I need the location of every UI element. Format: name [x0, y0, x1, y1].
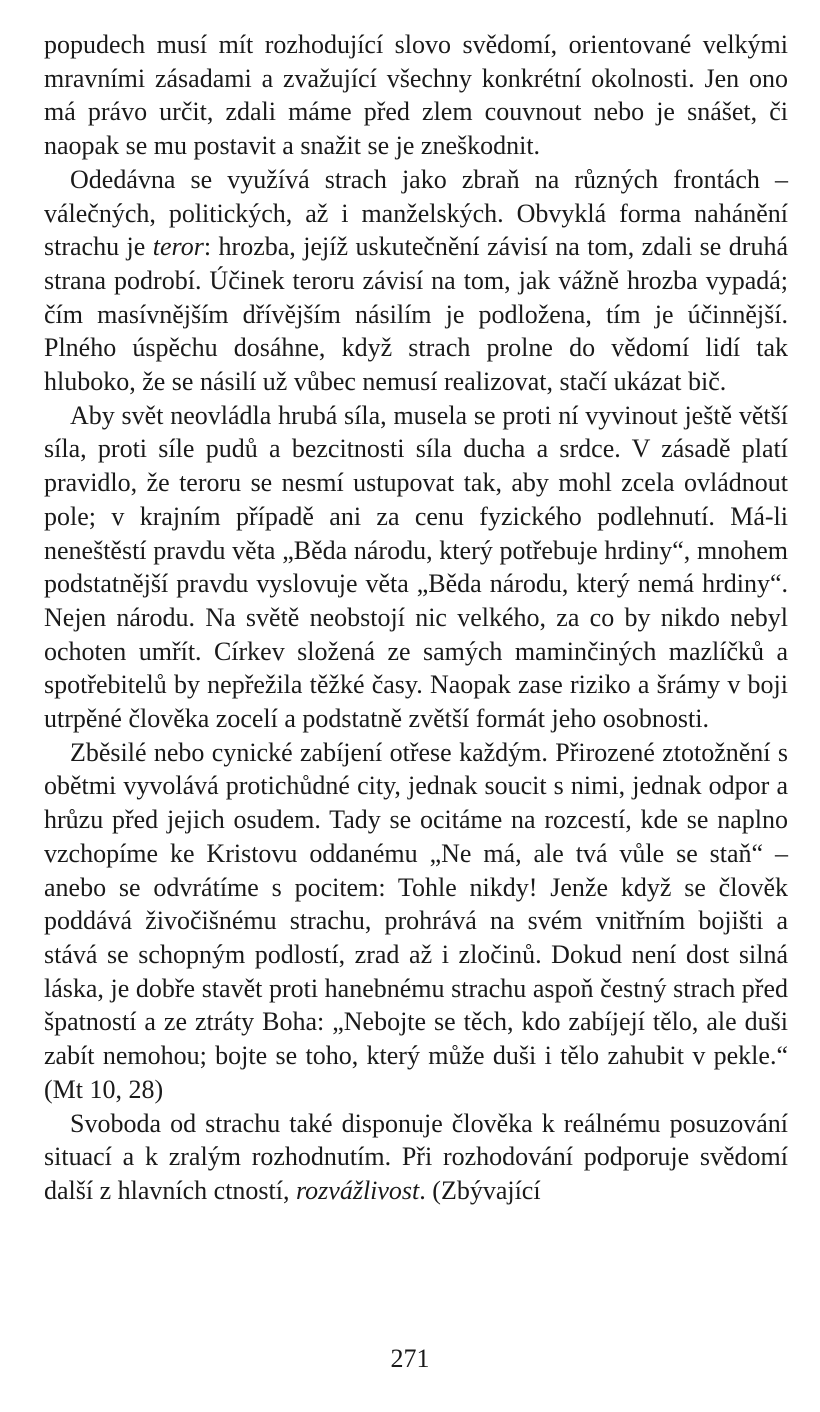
paragraph-segment: : hrozba, jejíž uskutečnění závisí na tom, zdali se druhá strana podrobí. Účinek teroru závisí na tom, jak vážně hrozba vypadá; čím masívnějším dřívějším násilím je podložena, tím je účinnější. Plného úspěchu dosáhne, když strach prolne do vědomí lidí tak hluboko, že se násilí už vůbec nemusí realizovat, stačí ukázat bič.: [44, 232, 789, 397]
body-text: [44, 28, 788, 1208]
italic-term: teror: [152, 232, 204, 262]
paragraph-segment: popudech musí mít rozhodující slovo svědomí, orientované velkými mravními zásadami a zvažující všechny konkrétní okolnosti. Jen ono má právo určit, zdali máme před zlem couvnout nebo je snášet, či naopak se mu postavit a snažit se je zneškodnit.: [44, 30, 788, 161]
paragraph-segment: Odedávna se využívá strach jako zbraň na různých frontách – válečných, politických, až i manželských. Obvyklá forma nahánění strachu je: [44, 164, 788, 262]
page-number: 271: [390, 1344, 430, 1373]
paragraph-2: [44, 163, 788, 399]
italic-term: rozvážlivost: [296, 1175, 420, 1205]
paragraph-3: [44, 399, 788, 736]
paragraph-1: [44, 28, 788, 163]
paragraph-segment: Aby svět neovládla hrubá síla, musela se proti ní vyvinout ještě větší síla, proti síle pudů a bezcitnosti síla ducha a srdce. V zásadě platí pravidlo, že teroru se nesmí ustupovat tak, aby mohl zcela ovládnout pole; v krajním případě ani za cenu fyzického podlehnutí. Má-li neneštěstí pravdu věta „Běda národu, který potřebuje hrdiny“, mnohem podstatnější pravdu vyslovuje věta „Běda národu, který nemá hrdiny“. Nejen národu. Na světě neobstojí nic velkého, za co by nikdo nebyl ochoten umřít. Církev složená ze samých maminčiných mazlíčků a spotřebitelů by nepřežila těžké časy. Naopak zase riziko a šrámy v boji utrpěné člověka zocelí a podstatně zvětší formát jeho osobnosti.: [44, 400, 788, 734]
paragraph-4: [44, 736, 788, 1107]
paragraph-segment: . (Zbývající: [419, 1175, 541, 1205]
paragraph-segment: Svoboda od strachu také disponuje člověka k reálnému posuzování situací a k zralým rozhodnutím. Při rozhodování podporuje svědomí další z hlavních ctností,: [44, 1108, 788, 1205]
paragraph-5: [44, 1107, 788, 1208]
paragraph-segment: Zběsilé nebo cynické zabíjení otřese každým. Přirozené ztotožnění s obětmi vyvolává protichůdné city, jednak soucit s nimi, jednak odpor a hrůzu před jejich osudem. Tady se ocitáme na rozcestí, kde se naplno vzchopíme ke Kristovu oddanému „Ne má, ale tvá vůle se staň“ – anebo se odvrátíme s pocitem: Tohle nikdy! Jenže když se člověk poddává živočišnému strachu, prohrává na svém vnitřním bojišti a stává se schopným podlostí, zrad až i zločinů. Dokud není dost silná láska, je dobře stavět proti hanebnému strachu aspoň čestný strach před špatností a ze ztráty Boha: „Nebojte se těch, kdo zabíjejí tělo, ale duši zabít nemohou; bojte se toho, který může duši i tělo zahubit v pekle.“ (Mt 10, 28): [44, 737, 788, 1104]
